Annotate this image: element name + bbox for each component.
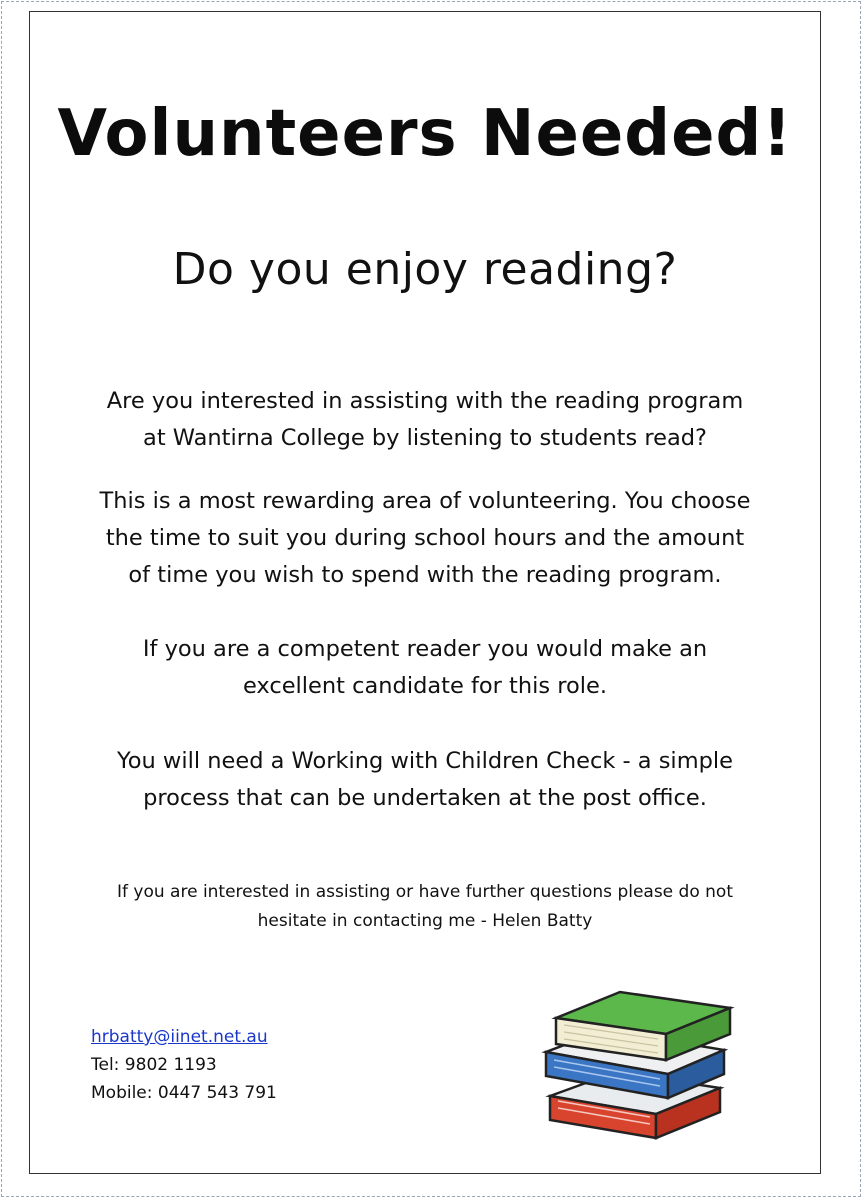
paragraph-line: the time to suit you during school hours and the amount	[105, 525, 745, 551]
paragraph-line: excellent candidate for this role.	[242, 673, 608, 699]
book-stack-icon	[498, 968, 738, 1148]
email-link[interactable]: hrbatty@iinet.net.au	[91, 1027, 268, 1047]
closing-line: If you are interested in assisting or have further questions please do not	[117, 882, 733, 902]
paragraph-competent	[30, 631, 820, 705]
mobile-number: Mobile: 0447 543 791	[91, 1083, 277, 1103]
paragraph-line: process that can be undertaken at the post office.	[143, 785, 707, 811]
paragraph-line: This is a most rewarding area of volunteering. You choose	[99, 488, 751, 514]
paragraph-line: Are you interested in assisting with the reading program	[106, 388, 744, 414]
paragraph-line: of time you wish to spend with the reading program.	[128, 562, 722, 588]
closing-note	[30, 878, 820, 936]
paragraph-line: If you are a competent reader you would make an	[142, 636, 708, 662]
tel-number: Tel: 9802 1193	[91, 1055, 217, 1075]
contact-block	[91, 1023, 277, 1107]
paragraph-interest	[30, 383, 820, 457]
flyer-title: Volunteers Needed!	[57, 97, 793, 171]
closing-line: hesitate in contacting me - Helen Batty	[257, 911, 593, 931]
flyer-page	[29, 11, 821, 1174]
paragraph-check	[30, 743, 820, 817]
paragraph-rewarding	[30, 483, 820, 594]
flyer-subtitle: Do you enjoy reading?	[172, 244, 678, 295]
paragraph-line: at Wantirna College by listening to students read?	[143, 425, 707, 451]
paragraph-line: You will need a Working with Children Check - a simple	[117, 748, 733, 774]
